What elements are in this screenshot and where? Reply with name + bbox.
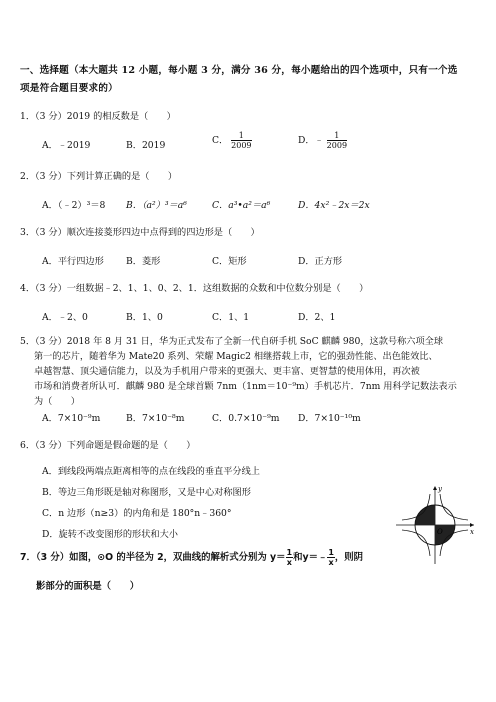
q1-option-c-denominator: 2009 <box>231 141 252 150</box>
q1-option-d-denominator: 2009 <box>326 141 348 150</box>
circle-hyperbola-figure <box>392 482 478 568</box>
origin-label: O <box>437 528 443 536</box>
x-axis-label: x <box>470 528 474 536</box>
q7-line1 <box>20 548 363 567</box>
q5-option-d: D．7×10⁻¹⁰m <box>298 413 361 424</box>
q6-option-b: B．等边三角形既是轴对称图形，又是中心对称图形 <box>42 487 251 498</box>
q4-option-d: D．2、1 <box>298 312 336 323</box>
q1-option-d <box>298 131 347 150</box>
q6-option-d: D．旋转不改变图形的形状和大小 <box>42 529 178 540</box>
q6-option-a: A．到线段两端点距离相等的点在线段的垂直平分线上 <box>42 466 260 477</box>
q1-option-a: A．﹣2019 <box>42 140 91 151</box>
q1-option-c-numerator: 1 <box>231 131 251 141</box>
q3-option-c: C．矩形 <box>212 256 247 267</box>
q7-fraction-1-denominator: x <box>286 558 292 567</box>
q2-stem: 2．（3 分）下列计算正确的是（ ） <box>20 171 178 182</box>
q1-option-c-fraction <box>231 131 251 150</box>
q4-option-c: C．1、1 <box>212 312 250 323</box>
q5-option-a: A．7×10⁻⁹m <box>42 413 101 424</box>
q7-stem-mid: 和y＝﹣ <box>293 552 328 563</box>
q6-stem: 6．（3 分）下列命题是假命题的是（ ） <box>20 440 196 451</box>
q2-option-c: C．a³•a²＝a⁶ <box>212 200 271 211</box>
y-axis-arrow <box>433 486 437 490</box>
q5-line3: 卓越智慧、顶尖通信能力，以及为手机用户带来的更强大、更丰富、更智慧的使用体用，再次被 <box>34 366 420 377</box>
q7-fraction-2-numerator: 1 <box>328 548 334 557</box>
q1-option-d-fraction <box>327 131 347 150</box>
y-axis-label: y <box>438 485 442 493</box>
q3-option-b: B．菱形 <box>126 256 161 267</box>
q6-option-c: C．n 边形（n≥3）的内角和是 180°n﹣360° <box>42 508 232 519</box>
q1-option-d-prefix: D．﹣ <box>298 135 324 146</box>
q3-option-d: D．正方形 <box>298 256 343 267</box>
q7-stem-part2: ，则阴 <box>334 552 364 563</box>
q4-stem: 4．（3 分）一组数据﹣2、1、1、0、2、1．这组数据的众数和中位数分别是（ ） <box>20 283 369 294</box>
q4-option-b: B．1、0 <box>126 312 163 323</box>
q5-option-c: C．0.7×10⁻⁹m <box>212 413 280 424</box>
q3-stem: 3．（3 分）顺次连接菱形四边中点得到的四边形是（ ） <box>20 227 260 238</box>
q5-line1: 5．（3 分）2018 年 8 月 31 日，华为正式发布了全新一代自研手机 SoC 麒麟 980，这款号称六项全球 <box>20 336 444 347</box>
q5-line4: 市场和消费者所认可．麒麟 980 是全球首颗 7nm（1nm＝10⁻⁹m）手机芯片．7nm 用科学记数法表示 <box>34 381 457 392</box>
q7-stem-part1: 7．（3 分）如图，⊙O 的半径为 2，双曲线的解析式分别为 y＝ <box>20 552 286 563</box>
q7-line2: 影部分的面积是（ ） <box>36 581 140 592</box>
section-heading-line2: 项是符合题目要求的） <box>20 83 118 94</box>
q7-fraction-1-numerator: 1 <box>286 548 293 557</box>
q5-line5: 为（ ） <box>34 396 80 407</box>
q1-option-b: B．2019 <box>126 140 166 151</box>
q3-option-a: A．平行四边形 <box>42 256 104 267</box>
q7-fraction-2 <box>327 548 335 567</box>
q4-option-a: A．﹣2、0 <box>42 312 88 323</box>
q2-option-d: D．4x²﹣2x＝2x <box>298 200 370 211</box>
q1-stem: 1．（3 分）2019 的相反数是（ ） <box>20 111 176 122</box>
q2-option-b: B．（a²）³＝a⁶ <box>126 200 187 211</box>
q5-option-b: B．7×10⁻⁸m <box>126 413 185 424</box>
q1-option-d-numerator: 1 <box>327 131 347 141</box>
section-heading-line1: 一、选择题（本大题共 12 小题，每小题 3 分，满分 36 分，每小题给出的四个选项中，只有一个选 <box>20 65 458 76</box>
q7-fraction-1 <box>286 548 294 567</box>
x-axis-arrow <box>470 523 474 527</box>
q5-line2: 第一的芯片，随着华为 Mate20 系列、荣耀 Magic2 相继搭载上市，它的强劲性能、出色能效比、 <box>34 351 438 362</box>
q7-fraction-2-denominator: x <box>328 558 334 567</box>
q2-option-a: A．（﹣2）³＝8 <box>42 200 106 211</box>
q1-option-c <box>212 131 252 150</box>
q1-option-c-prefix: C． <box>212 135 229 146</box>
